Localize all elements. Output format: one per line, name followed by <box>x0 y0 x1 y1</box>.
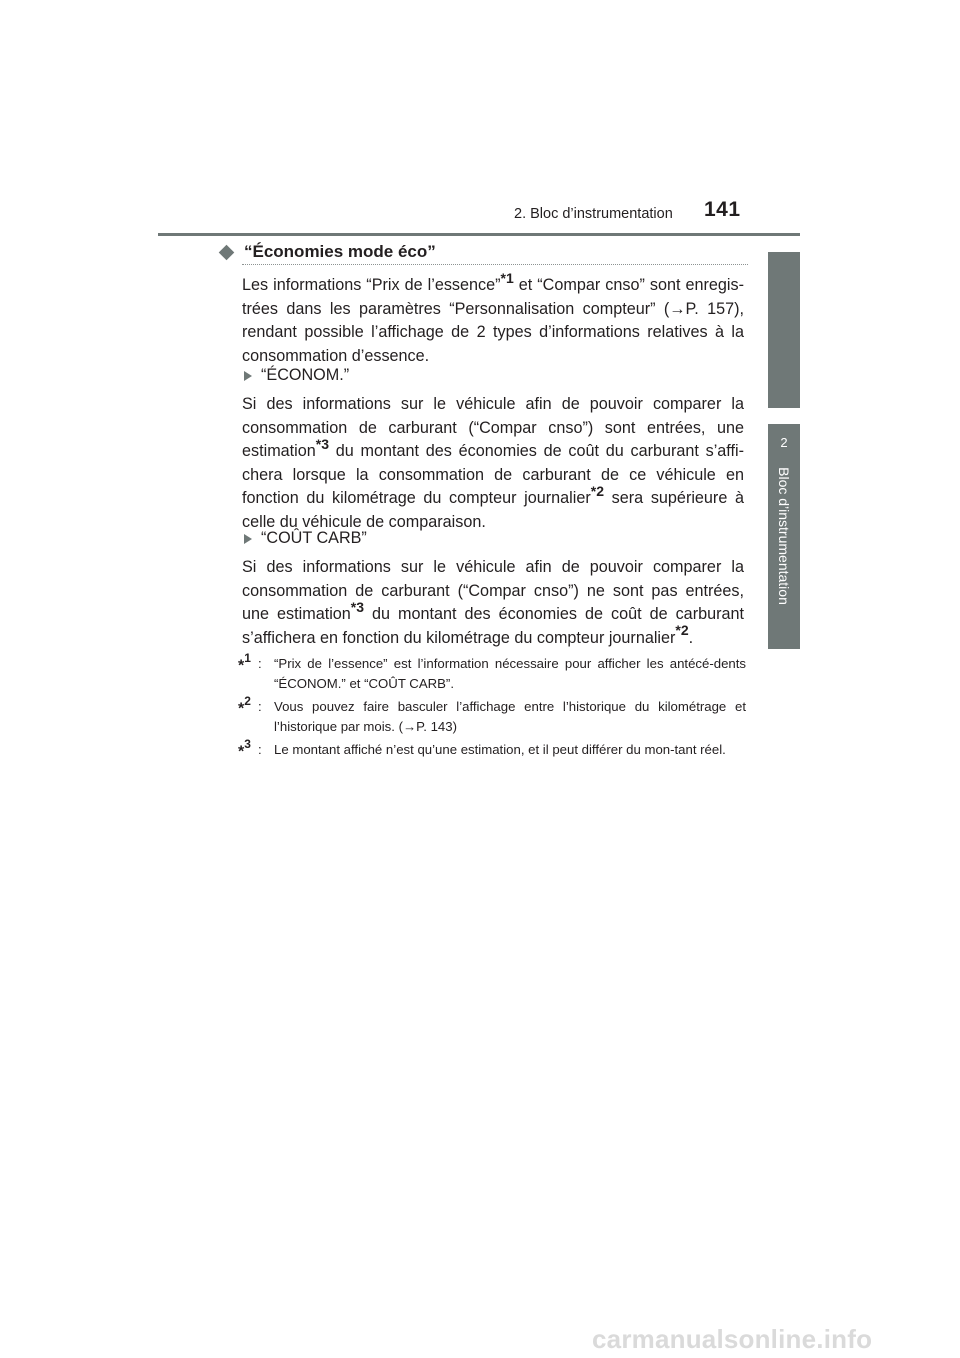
item-cout-carb-paragraph: Si des informations sur le véhicule afin de pouvoir comparer la consommation de carburant (“Compar cnso”) ne sont pas entrées, une estimation$^{*3}$ du montant des économies de coût de carburant s’affichera en fonction du kilométrage du compteur journalier$^{*2}$. <box>242 558 744 647</box>
page-number: 141 <box>704 198 741 221</box>
header-rule <box>158 233 800 236</box>
watermark: carmanualsonline.info <box>592 1324 873 1354</box>
running-header-title: 2. Bloc d’instrumentation <box>514 206 673 222</box>
footnote-text: Vous pouvez faire basculer l’affichage entre l’historique du kilométrage et l’historique par mois. (→P. 143) <box>274 699 746 734</box>
chapter-number: 2 <box>780 435 788 450</box>
diamond-icon <box>219 244 235 260</box>
footnote-text: “Prix de l’essence” est l’information nécessaire pour afficher les antécé-dents “ÉCONOM.” et “COÛT CARB”. <box>274 656 746 691</box>
footnote-ref: *2 <box>675 622 689 639</box>
footnote: *$^2$ : Vous pouvez faire basculer l’affichage entre l’historique du kilométrage et l’historique par mois. (→P. 143) <box>238 697 746 737</box>
heading-dotted-rule <box>242 264 748 265</box>
chapter-side-label: Bloc d’instrumentation <box>776 467 792 605</box>
footnote-ref: *2 <box>590 482 605 499</box>
footnote-ref: *3 <box>315 435 330 452</box>
triangle-bullet-icon <box>244 534 252 544</box>
section-heading <box>218 242 436 262</box>
item-econom-paragraph: Si des informations sur le véhicule afin de pouvoir comparer la consommation de carburant (“Compar cnso”) sont entrées, une estimation$^{*3}$ du montant des économies de coût du carburant s’affi-chera lorsque la consommation de carburant de ce véhicule en fonction du kilométrage du compteur journalier$^{*2}$ sera supérieure à celle du véhicule de comparaison. <box>242 395 744 531</box>
footnote: *$^3$ : Le montant affiché n’est qu’une estimation, et il peut différer du mon-tant réel. <box>238 740 746 760</box>
footnote-text: Le montant affiché n’est qu’une estimation, et il peut différer du mon-tant réel. <box>274 742 726 757</box>
section-heading-text: “Économies mode éco” <box>244 242 436 261</box>
item-econom-label: “ÉCONOM.” <box>244 366 349 385</box>
footnote-ref: *3 <box>350 598 365 615</box>
side-tab-block <box>768 252 800 408</box>
item-cout-carb-label: “COÛT CARB” <box>244 529 367 548</box>
footnote-ref: *1 <box>500 269 514 286</box>
intro-paragraph: Les informations “Prix de l’essence”$^{*1}$ et “Compar cnso” sont enregis-trées dans les paramètres “Personnalisation compteur” (→P. 157), rendant possible l’affichage de 2 types d’informations relatives à la consommation d’essence. <box>242 269 744 365</box>
triangle-bullet-icon <box>244 371 252 381</box>
footnote: *$^1$ : “Prix de l’essence” est l’information nécessaire pour afficher les antécé-dents “ÉCONOM.” et “COÛT CARB”. <box>238 654 746 694</box>
